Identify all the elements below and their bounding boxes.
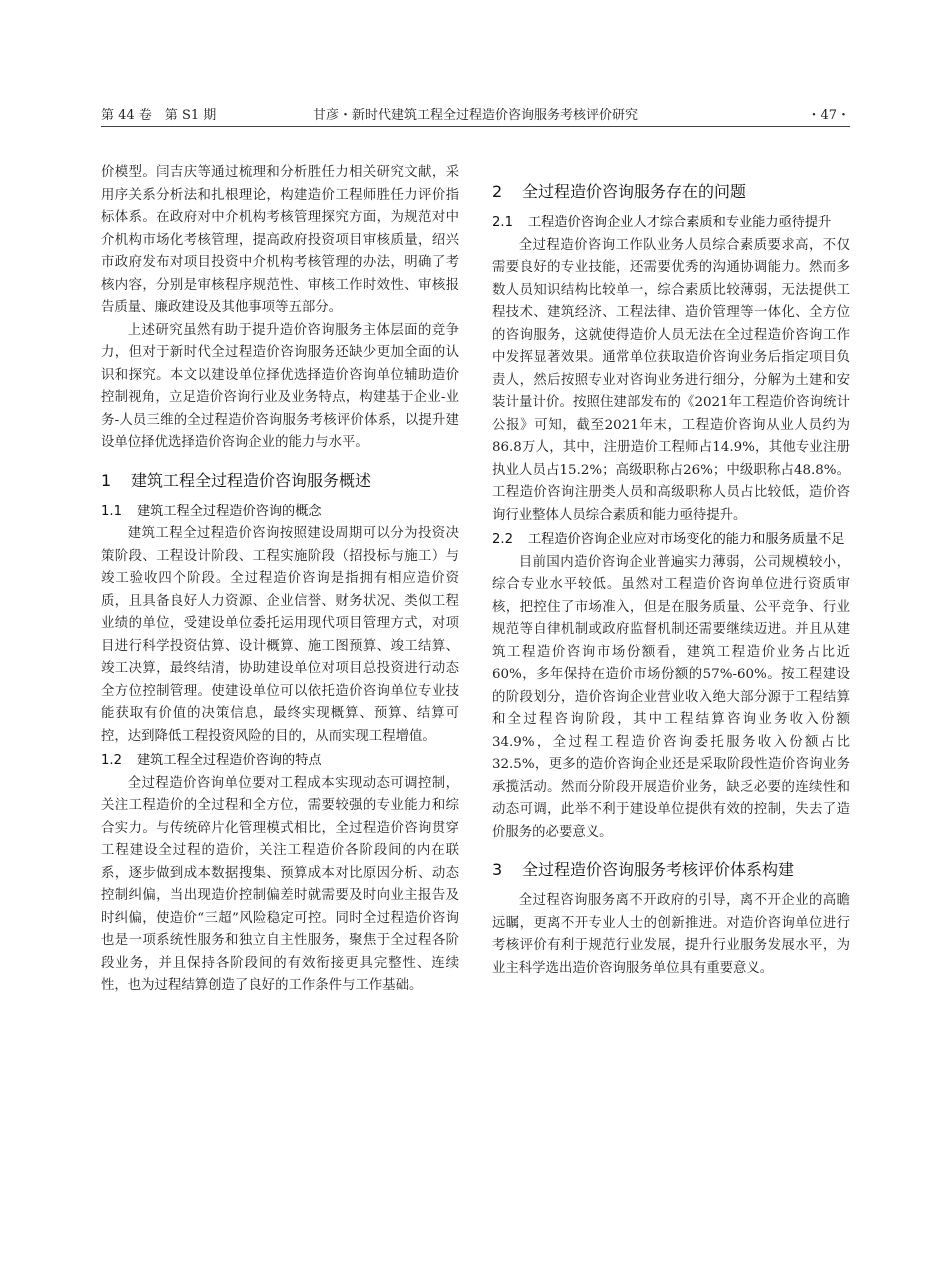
section-heading-2 [492, 180, 850, 204]
paragraph: 建筑工程全过程造价咨询按照建设周期可以分为投资决策阶段、工程设计阶段、工程实施阶段（招投标与施工）与竣工验收四个阶段。全过程造价咨询是指拥有相应造价资质，且具备良好人力资源、企业信誉、财务状况、类似工程业绩的单位，受建设单位委托运用现代项目管理方式，对项目进行科学投资估算、设计概算、施工图预算、竣工结算、竣工决算，最终结清，协助建设单位对项目总投资进行动态全方位控制管理。使建设单位可以依托造价咨询单位专业技能获取有价值的决策信息，最终实现概算、预算、结算可控，达到降低工程投资风险的目的，从而实现工程增值。 [101, 526, 459, 744]
subsection-heading-1-1 [101, 501, 459, 524]
paragraph: 目前国内造价咨询企业普遍实力薄弱，公司规模较小，综合专业水平较低。虽然对工程造价咨询单位进行资质审核，把控住了市场准入，但是在服务质量、公平竞争、行业规范等自律机制或政府监督机制还需要继续迈进。并且从建筑工程造价咨询市场份额看，建筑工程造价业务占比近60%，多年保持在造价市场份额的57%-60%。按工程建设的阶段划分，造价咨询企业营业收入绝大部分源于工程结算和全过程咨询阶段，其中工程结算咨询业务收入份额34.9%，全过程工程造价咨询委托服务收入份额占比32.5%，更多的造价咨询企业还是采取阶段性造价咨询业务承揽活动。然而分阶段开展造价业务，缺乏必要的连续性和动态可调，此举不利于建设单位提供有效的控制，失去了造价服务的必要意义。 [492, 554, 850, 840]
header-volume: 第 44 卷 第 S1 期 [101, 108, 217, 123]
section-number: 3 [492, 860, 503, 879]
section-title: 建筑工程全过程造价咨询服务概述 [131, 470, 372, 490]
section-title: 全过程造价咨询服务考核评价体系构建 [522, 860, 795, 879]
right-column [492, 180, 850, 980]
subsection-number: 2.1 [492, 215, 513, 230]
paragraph: 价模型。闫吉庆等通过梳理和分析胜任力相关研究文献，采用序关系分析法和扎根理论，构建造价工程师胜任力评价指标体系。在政府对中介机构考核管理探究方面，为规范对中介机构市场化考核管理，提高政府投资项目审核质量，绍兴市政府发布对项目投资中介机构考核管理的办法，明确了考核内容，分别是审核程序规范性、审核工作时效性、审核报告质量、廉政建设及其他事项等五部分。 [101, 165, 459, 315]
subsection-title: 工程造价咨询企业人才综合素质和专业能力亟待提升 [528, 215, 832, 230]
subsection-number: 1.1 [101, 503, 122, 519]
section-heading-1 [101, 469, 459, 493]
subsection-heading-2-1 [492, 212, 850, 235]
section-title: 全过程造价咨询服务存在的问题 [522, 182, 747, 201]
section-number: 2 [492, 182, 503, 201]
subsection-title: 建筑工程全过程造价咨询的概念 [137, 503, 322, 519]
left-column [101, 162, 459, 998]
subsection-title: 建筑工程全过程造价咨询的特点 [137, 753, 322, 768]
header-title: 甘彦・新时代建筑工程全过程造价咨询服务考核评价研究 [312, 108, 638, 123]
paragraph: 全过程咨询服务离不开政府的引导，离不开企业的高瞻远瞩，更离不开专业人士的创新推进。对造价咨询单位进行考核评价有利于规范行业发展，提升行业服务发展水平，为业主科学选出造价咨询服务单位具有重要意义。 [492, 893, 850, 976]
subsection-title: 工程造价咨询企业应对市场变化的能力和服务质量不足 [528, 532, 845, 547]
subsection-heading-2-2 [492, 529, 850, 552]
paragraph: 上述研究虽然有助于提升造价咨询服务主体层面的竞争力，但对于新时代全过程造价咨询服务还缺少更加全面的认识和探究。本文以建设单位择优选择造价咨询单位辅助造价控制视角，立足造价咨询行业及业务特点，构建基于企业-业务-人员三维的全过程造价咨询服务考核评价体系，以提升建设单位择优选择造价咨询企业的能力与水平。 [101, 322, 459, 450]
running-header [101, 100, 850, 127]
subsection-number: 1.2 [101, 753, 122, 768]
paragraph: 全过程造价咨询单位要对工程成本实现动态可调控制，关注工程造价的全过程和全方位，需要较强的专业能力和综合实力。与传统碎片化管理模式相比，全过程造价咨询贯穿工程建设全过程的造价，关注工程造价各阶段间的内在联系，逐步做到成本数据搜集、预算成本对比原因分析、动态控制纠偏，当出现造价控制偏差时就需要及时向业主报告及时纠偏，使造价“三超”风险稳定可控。同时全过程造价咨询也是一项系统性服务和独立自主性服务，聚焦于全过程各阶段业务，并且保持各阶段间的有效衔接更具完整性、连续性，也为过程结算创造了良好的工作条件与工作基础。 [101, 775, 459, 993]
header-page-number: ・47・ [807, 108, 850, 123]
subsection-number: 2.2 [492, 532, 513, 547]
paragraph: 全过程造价咨询工作队业务人员综合素质要求高，不仅需要良好的专业技能，还需要优秀的沟通协调能力。然而多数人员知识结构比较单一，综合素质比较薄弱，无法提供工程技术、建筑经济、工程法律、造价管理等一体化、全方位的咨询服务，这就使得造价人员无法在全过程造价咨询工作中发挥显著效果。通常单位获取造价咨询业务后指定项目负责人，然后按照专业对咨询业务进行细分，分解为土建和安装计量计价。按照住建部发布的《2021年工程造价咨询统计公报》可知，截至2021年末，工程造价咨询从业人员约为86.8万人，其中，注册造价工程师占14.9%，其他专业注册执业人员占15.2%；高级职称占26%；中级职称占48.8%。工程造价咨询注册类人员和高级职称人员占比较低，造价咨询行业整体人员综合素质和能力亟待提升。 [492, 237, 850, 523]
section-number: 1 [101, 470, 112, 490]
section-heading-3 [492, 858, 850, 882]
subsection-heading-1-2 [101, 750, 459, 773]
